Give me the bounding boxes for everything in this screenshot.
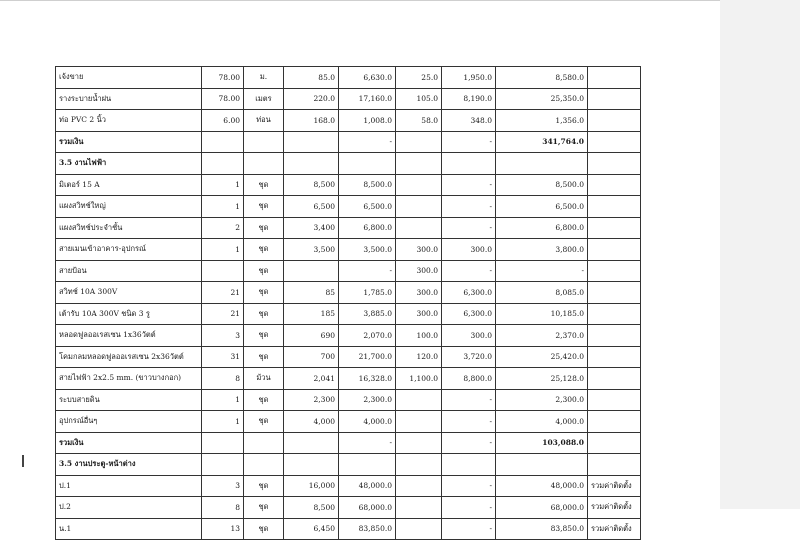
note-cell: รวมค่าติดตั้ง: [588, 497, 641, 519]
table-row: [56, 411, 641, 433]
unit-cell: ม.: [244, 67, 284, 89]
unit-cell: ชุด: [244, 497, 284, 519]
labor-total-cell: -: [442, 497, 496, 519]
item-cell: โคมกลมหลอดฟูลออเรสเซน 2x36วัตต์: [56, 346, 202, 368]
table-row: [56, 368, 641, 390]
labor-total-cell: 300.0: [442, 239, 496, 261]
labor-total-cell: -: [442, 260, 496, 282]
quantity-cell: 21: [202, 303, 244, 325]
quantity-cell: 3: [202, 475, 244, 497]
item-cell: สายเมนเข้าอาคาร-อุปกรณ์: [56, 239, 202, 261]
material-price-cell: 3,400: [284, 217, 339, 239]
labor-price-cell: [396, 131, 442, 153]
note-cell: [588, 67, 641, 89]
labor-total-cell: 3,720.0: [442, 346, 496, 368]
page-top-edge: [0, 0, 720, 1]
note-cell: [588, 153, 641, 175]
note-cell: [588, 131, 641, 153]
material-price-cell: [284, 131, 339, 153]
quantity-cell: 2: [202, 217, 244, 239]
labor-total-cell: -: [442, 174, 496, 196]
table-row: [56, 497, 641, 519]
quantity-cell: [202, 432, 244, 454]
item-cell: รวมเงิน: [56, 131, 202, 153]
quantity-cell: 3: [202, 325, 244, 347]
labor-total-cell: -: [442, 475, 496, 497]
item-cell: 3.5 งานประตู-หน้าต่าง: [56, 454, 202, 476]
labor-price-cell: [396, 153, 442, 175]
page-shadow: [720, 0, 800, 509]
table-row-heading: [56, 432, 641, 454]
labor-total-cell: 6,300.0: [442, 282, 496, 304]
labor-price-cell: 300.0: [396, 260, 442, 282]
labor-total-cell: -: [442, 131, 496, 153]
material-total-cell: 2,300.0: [339, 389, 396, 411]
labor-price-cell: 300.0: [396, 239, 442, 261]
item-cell: น.1: [56, 518, 202, 540]
grand-total-cell: 25,128.0: [496, 368, 588, 390]
material-price-cell: [284, 260, 339, 282]
quantity-cell: [202, 260, 244, 282]
unit-cell: [244, 131, 284, 153]
material-total-cell: 3,885.0: [339, 303, 396, 325]
material-total-cell: 6,630.0: [339, 67, 396, 89]
material-price-cell: 85.0: [284, 67, 339, 89]
labor-price-cell: [396, 475, 442, 497]
material-price-cell: 8,500: [284, 174, 339, 196]
labor-price-cell: [396, 518, 442, 540]
item-cell: ท่อ PVC 2 นิ้ว: [56, 110, 202, 132]
grand-total-cell: 2,300.0: [496, 389, 588, 411]
quantity-cell: [202, 454, 244, 476]
note-cell: [588, 260, 641, 282]
quantity-cell: 8: [202, 497, 244, 519]
quantity-cell: 1: [202, 196, 244, 218]
unit-cell: ชุด: [244, 174, 284, 196]
material-price-cell: 690: [284, 325, 339, 347]
unit-cell: ชุด: [244, 325, 284, 347]
item-cell: เจ้งขาย: [56, 67, 202, 89]
unit-cell: ชุด: [244, 389, 284, 411]
material-total-cell: 6,800.0: [339, 217, 396, 239]
unit-cell: [244, 153, 284, 175]
grand-total-cell: -: [496, 260, 588, 282]
note-cell: [588, 88, 641, 110]
table-row-heading: [56, 454, 641, 476]
unit-cell: ชุด: [244, 518, 284, 540]
material-total-cell: 16,328.0: [339, 368, 396, 390]
material-total-cell: -: [339, 260, 396, 282]
labor-price-cell: 105.0: [396, 88, 442, 110]
item-cell: เต้ารับ 10A 300V ชนิด 3 รู: [56, 303, 202, 325]
labor-price-cell: [396, 497, 442, 519]
labor-price-cell: [396, 454, 442, 476]
item-cell: สายป้อน: [56, 260, 202, 282]
material-price-cell: 700: [284, 346, 339, 368]
material-total-cell: 1,785.0: [339, 282, 396, 304]
grand-total-cell: 4,000.0: [496, 411, 588, 433]
material-total-cell: 3,500.0: [339, 239, 396, 261]
material-price-cell: 3,500: [284, 239, 339, 261]
note-cell: [588, 110, 641, 132]
labor-price-cell: 100.0: [396, 325, 442, 347]
grand-total-cell: [496, 454, 588, 476]
unit-cell: ชุด: [244, 196, 284, 218]
item-cell: แผงสวิทช์ใหญ่: [56, 196, 202, 218]
labor-price-cell: 120.0: [396, 346, 442, 368]
material-total-cell: 17,160.0: [339, 88, 396, 110]
quantity-cell: [202, 153, 244, 175]
table-row: [56, 67, 641, 89]
item-cell: สวิทช์ 10A 300V: [56, 282, 202, 304]
grand-total-cell: 83,850.0: [496, 518, 588, 540]
grand-total-cell: 3,800.0: [496, 239, 588, 261]
quantity-cell: 21: [202, 282, 244, 304]
quantity-cell: 8: [202, 368, 244, 390]
unit-cell: ม้วน: [244, 368, 284, 390]
cost-table: [55, 66, 641, 540]
unit-cell: [244, 454, 284, 476]
cost-table-body: [56, 67, 641, 540]
note-cell: [588, 454, 641, 476]
table-row: [56, 325, 641, 347]
labor-price-cell: 25.0: [396, 67, 442, 89]
labor-total-cell: -: [442, 389, 496, 411]
unit-cell: ชุด: [244, 282, 284, 304]
table-row: [56, 389, 641, 411]
material-total-cell: 48,000.0: [339, 475, 396, 497]
item-cell: รวมเงิน: [56, 432, 202, 454]
material-price-cell: [284, 454, 339, 476]
quantity-cell: [202, 131, 244, 153]
note-cell: [588, 239, 641, 261]
labor-total-cell: 6,300.0: [442, 303, 496, 325]
material-price-cell: 168.0: [284, 110, 339, 132]
table-row: [56, 475, 641, 497]
labor-total-cell: 8,190.0: [442, 88, 496, 110]
note-cell: [588, 411, 641, 433]
note-cell: [588, 282, 641, 304]
item-cell: 3.5 งานไฟฟ้า: [56, 153, 202, 175]
labor-total-cell: -: [442, 518, 496, 540]
table-row: [56, 110, 641, 132]
grand-total-cell: 1,356.0: [496, 110, 588, 132]
note-cell: [588, 432, 641, 454]
grand-total-cell: 68,000.0: [496, 497, 588, 519]
item-cell: มิเตอร์ 15 A: [56, 174, 202, 196]
labor-total-cell: -: [442, 217, 496, 239]
material-price-cell: 4,000: [284, 411, 339, 433]
unit-cell: ชุด: [244, 239, 284, 261]
labor-price-cell: [396, 389, 442, 411]
material-total-cell: 2,070.0: [339, 325, 396, 347]
material-total-cell: 68,000.0: [339, 497, 396, 519]
material-total-cell: 4,000.0: [339, 411, 396, 433]
quantity-cell: 13: [202, 518, 244, 540]
unit-cell: ชุด: [244, 346, 284, 368]
grand-total-cell: 2,370.0: [496, 325, 588, 347]
material-total-cell: 8,500.0: [339, 174, 396, 196]
material-price-cell: 220.0: [284, 88, 339, 110]
grand-total-cell: 25,350.0: [496, 88, 588, 110]
table-row: [56, 239, 641, 261]
note-cell: [588, 346, 641, 368]
item-cell: สายไฟฟ้า 2x2.5 mm. (ขาวบางกอก): [56, 368, 202, 390]
unit-cell: ชุด: [244, 475, 284, 497]
unit-cell: ท่อน: [244, 110, 284, 132]
item-cell: หลอดฟูลออเรสเซน 1x36วัตต์: [56, 325, 202, 347]
material-total-cell: 6,500.0: [339, 196, 396, 218]
note-cell: รวมค่าติดตั้ง: [588, 475, 641, 497]
grand-total-cell: 103,088.0: [496, 432, 588, 454]
labor-price-cell: 1,100.0: [396, 368, 442, 390]
labor-total-cell: [442, 153, 496, 175]
item-cell: ระบบสายดิน: [56, 389, 202, 411]
table-row: [56, 303, 641, 325]
table-row: [56, 282, 641, 304]
labor-price-cell: [396, 432, 442, 454]
grand-total-cell: 8,580.0: [496, 67, 588, 89]
material-price-cell: 6,500: [284, 196, 339, 218]
quantity-cell: 1: [202, 174, 244, 196]
labor-price-cell: 300.0: [396, 282, 442, 304]
table-row: [56, 260, 641, 282]
quantity-cell: 1: [202, 411, 244, 433]
quantity-cell: 6.00: [202, 110, 244, 132]
material-total-cell: [339, 153, 396, 175]
grand-total-cell: [496, 153, 588, 175]
material-price-cell: 2,300: [284, 389, 339, 411]
grand-total-cell: 10,185.0: [496, 303, 588, 325]
grand-total-cell: 48,000.0: [496, 475, 588, 497]
table-row: [56, 518, 641, 540]
table-row: [56, 346, 641, 368]
material-price-cell: 2,041: [284, 368, 339, 390]
material-total-cell: -: [339, 131, 396, 153]
labor-price-cell: [396, 217, 442, 239]
grand-total-cell: 6,500.0: [496, 196, 588, 218]
labor-price-cell: 300.0: [396, 303, 442, 325]
labor-price-cell: 58.0: [396, 110, 442, 132]
labor-total-cell: -: [442, 432, 496, 454]
item-cell: รางระบายน้ำฝน: [56, 88, 202, 110]
labor-total-cell: 1,950.0: [442, 67, 496, 89]
labor-total-cell: -: [442, 196, 496, 218]
table-row: [56, 88, 641, 110]
table-row-heading: [56, 131, 641, 153]
unit-cell: [244, 432, 284, 454]
item-cell: อุปกรณ์อื่นๆ: [56, 411, 202, 433]
unit-cell: ชุด: [244, 217, 284, 239]
left-margin-mark: [22, 455, 24, 467]
note-cell: [588, 196, 641, 218]
note-cell: [588, 368, 641, 390]
table-row: [56, 196, 641, 218]
material-price-cell: 16,000: [284, 475, 339, 497]
material-total-cell: 1,008.0: [339, 110, 396, 132]
material-price-cell: 8,500: [284, 497, 339, 519]
labor-total-cell: -: [442, 411, 496, 433]
table-row: [56, 217, 641, 239]
note-cell: [588, 174, 641, 196]
labor-total-cell: 348.0: [442, 110, 496, 132]
material-total-cell: 83,850.0: [339, 518, 396, 540]
quantity-cell: 1: [202, 389, 244, 411]
material-price-cell: 185: [284, 303, 339, 325]
note-cell: [588, 303, 641, 325]
unit-cell: ชุด: [244, 303, 284, 325]
quantity-cell: 78.00: [202, 88, 244, 110]
unit-cell: ชุด: [244, 411, 284, 433]
unit-cell: ชุด: [244, 260, 284, 282]
labor-price-cell: [396, 196, 442, 218]
note-cell: [588, 389, 641, 411]
quantity-cell: 31: [202, 346, 244, 368]
material-price-cell: 85: [284, 282, 339, 304]
unit-cell: เมตร: [244, 88, 284, 110]
material-price-cell: [284, 432, 339, 454]
note-cell: [588, 325, 641, 347]
labor-total-cell: [442, 454, 496, 476]
item-cell: ป.1: [56, 475, 202, 497]
material-price-cell: [284, 153, 339, 175]
grand-total-cell: 341,764.0: [496, 131, 588, 153]
material-total-cell: 21,700.0: [339, 346, 396, 368]
grand-total-cell: 8,085.0: [496, 282, 588, 304]
material-total-cell: -: [339, 432, 396, 454]
table-row: [56, 174, 641, 196]
material-total-cell: [339, 454, 396, 476]
table-row-heading: [56, 153, 641, 175]
item-cell: แผงสวิทช์ประจำชั้น: [56, 217, 202, 239]
labor-price-cell: [396, 411, 442, 433]
grand-total-cell: 6,800.0: [496, 217, 588, 239]
grand-total-cell: 25,420.0: [496, 346, 588, 368]
quantity-cell: 1: [202, 239, 244, 261]
labor-total-cell: 8,800.0: [442, 368, 496, 390]
note-cell: รวมค่าติดตั้ง: [588, 518, 641, 540]
labor-price-cell: [396, 174, 442, 196]
item-cell: ป.2: [56, 497, 202, 519]
labor-total-cell: 300.0: [442, 325, 496, 347]
material-price-cell: 6,450: [284, 518, 339, 540]
note-cell: [588, 217, 641, 239]
quantity-cell: 78.00: [202, 67, 244, 89]
grand-total-cell: 8,500.0: [496, 174, 588, 196]
